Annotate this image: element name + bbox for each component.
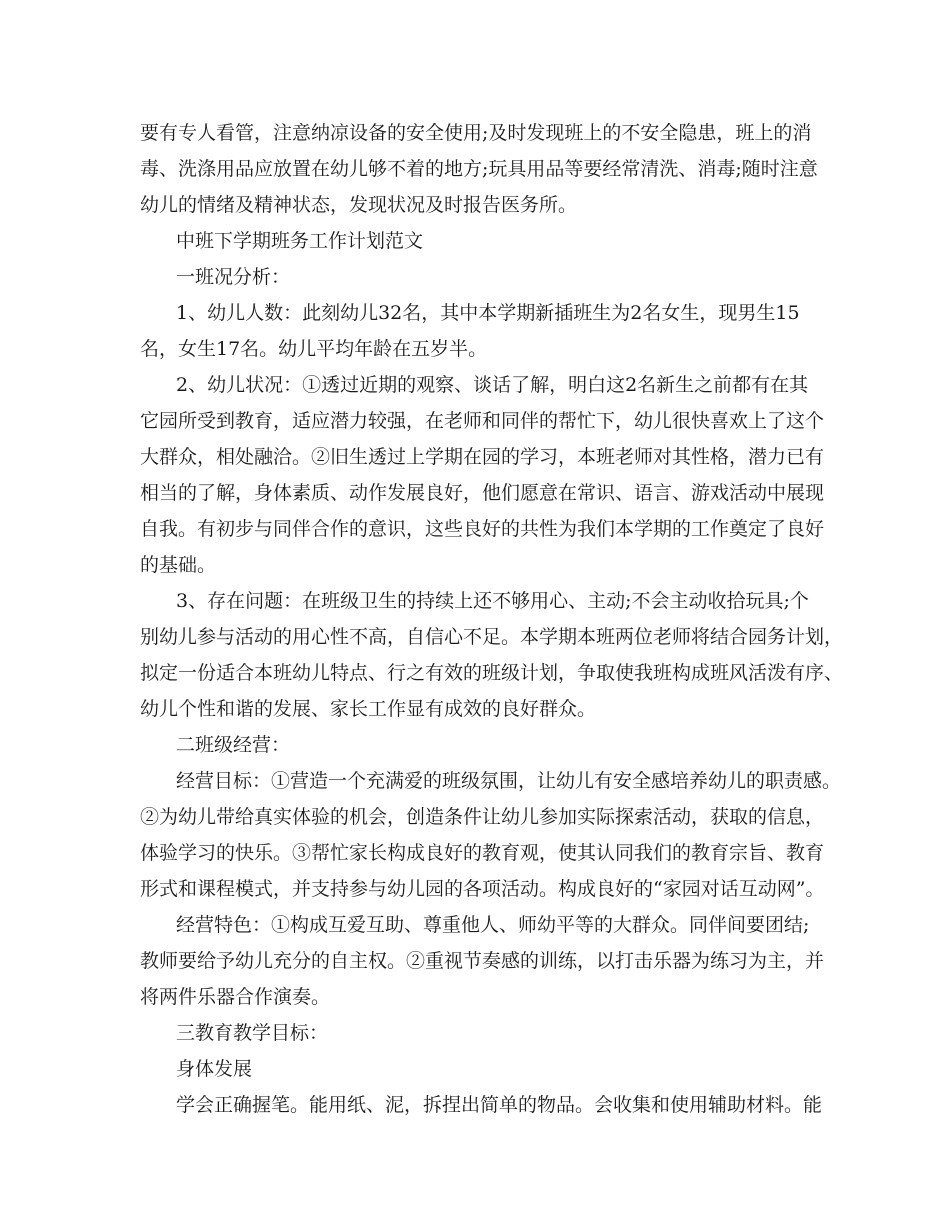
document-title: 中班下学期班务工作计划范文	[176, 230, 424, 252]
text-line: 将两件乐器合作演奏。	[140, 986, 331, 1008]
subsection-heading: 身体发展	[176, 1058, 253, 1080]
text-line: 3、存在问题：在班级卫生的持续上还不够用心、主动;不会主动收拾玩具;个	[176, 590, 809, 612]
text-line: 经营特色：①构成互爱互助、尊重他人、师幼平等的大群众。同伴间要团结;	[176, 914, 810, 936]
text-line: 它园所受到教育，适应潜力较强，在老师和同伴的帮忙下，幼儿很快喜欢上了这个	[140, 410, 825, 432]
text-line: 拟定一份适合本班幼儿特点、行之有效的班级计划，争取使我班构成班风活泼有序、	[140, 662, 844, 684]
text-line: 经营目标：①营造一个充满爱的班级氛围，让幼儿有安全感培养幼儿的职责感。	[176, 770, 842, 792]
section-heading: 一班况分析：	[176, 266, 291, 288]
text-line: 形式和课程模式，并支持参与幼儿园的各项活动。构成良好的“家园对话互动网”。	[140, 878, 825, 900]
text-line: 毒、洗涤用品应放置在幼儿够不着的地方;玩具用品等要经常清洗、消毒;随时注意	[140, 158, 818, 180]
text-line: 要有专人看管，注意纳凉设备的安全使用;及时发现班上的不安全隐患，班上的消	[140, 122, 812, 144]
text-line: 体验学习的快乐。③帮忙家长构成良好的教育观，使其认同我们的教育宗旨、教育	[140, 842, 825, 864]
text-line: 相当的了解，身体素质、动作发展良好，他们愿意在常识、语言、游戏活动中展现	[140, 482, 825, 504]
text-line: 幼儿的情绪及精神状态，发现状况及时报告医务所。	[140, 194, 578, 216]
section-heading: 三教育教学目标：	[176, 1022, 329, 1044]
text-line: 2、幼儿状况：①透过近期的观察、谈话了解，明白这2名新生之前都有在其	[176, 374, 809, 396]
text-line: ②为幼儿带给真实体验的机会，创造条件让幼儿参加实际探索活动，获取的信息，	[140, 806, 825, 828]
document-body	[140, 115, 844, 1123]
text-line: 的基础。	[140, 554, 217, 576]
text-line: 学会正确握笔。能用纸、泥，拆捏出简单的物品。会收集和使用辅助材料。能	[176, 1094, 823, 1116]
section-heading: 二班级经营：	[176, 734, 291, 756]
text-line: 教师要给予幼儿充分的自主权。②重视节奏感的训练，以打击乐器为练习为主，并	[140, 950, 825, 972]
text-line: 自我。有初步与同伴合作的意识，这些良好的共性为我们本学期的工作奠定了良好	[140, 518, 825, 540]
text-line: 幼儿个性和谐的发展、家长工作显有成效的良好群众。	[140, 698, 597, 720]
text-line: 别幼儿参与活动的用心性不高，自信心不足。本学期本班两位老师将结合园务计划，	[140, 626, 844, 648]
text-line: 1、幼儿人数：此刻幼儿32名，其中本学期新插班生为2名女生，现男生15	[176, 302, 800, 324]
text-line: 名，女生17名。幼儿平均年龄在五岁半。	[140, 338, 488, 360]
text-line: 大群众，相处融洽。②旧生透过上学期在园的学习，本班老师对其性格，潜力已有	[140, 446, 825, 468]
